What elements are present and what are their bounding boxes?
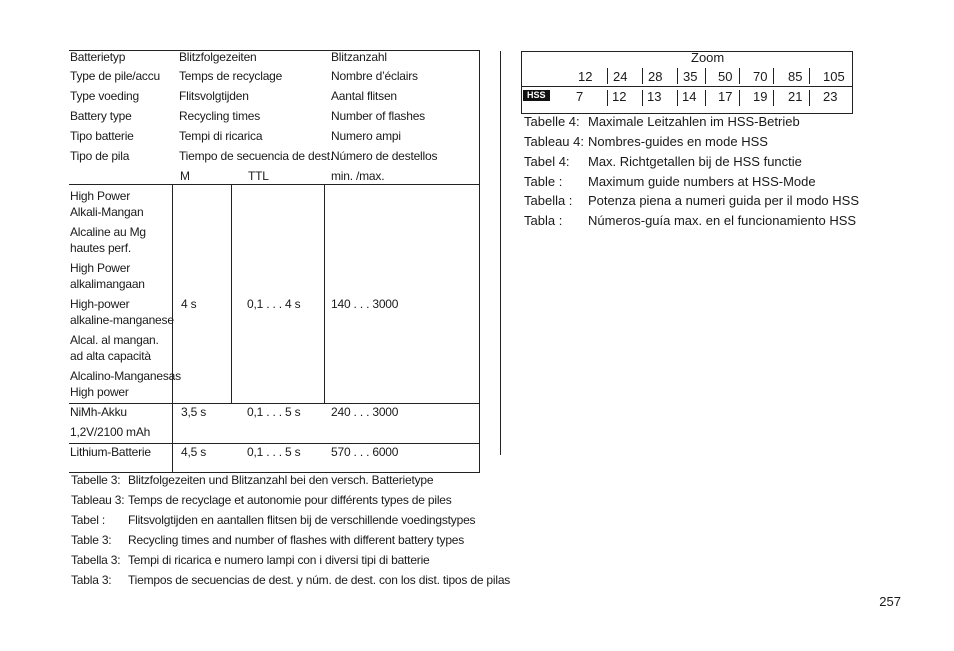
cell-divider bbox=[739, 90, 740, 106]
cell-divider bbox=[705, 68, 706, 84]
row-divider bbox=[69, 403, 480, 404]
zoom-value: 50 bbox=[718, 69, 733, 84]
cell-divider bbox=[642, 90, 643, 106]
row-alkaline-m: 4 s bbox=[181, 297, 197, 311]
header-minmax: min. /max. bbox=[331, 169, 385, 183]
header-battery-type-de: Batterietyp bbox=[70, 50, 126, 64]
zoom-value: 28 bbox=[648, 69, 663, 84]
row-lithium-type: Lithium-Batterie bbox=[70, 445, 151, 459]
cell-divider bbox=[607, 68, 608, 84]
header-recycling-de: Blitzfolgezeiten bbox=[179, 50, 257, 64]
caption-text: Flitsvolgtijden en aantallen flitsen bij de verschillende voedingstypes bbox=[128, 513, 476, 527]
cell-divider bbox=[773, 90, 774, 106]
caption-text: Maximum guide numbers at HSS-Mode bbox=[588, 174, 816, 189]
caption-text: Nombres-guides en mode HSS bbox=[588, 134, 768, 149]
caption-text: Tempi di ricarica e numero lampi con i diversi tipi di batterie bbox=[128, 553, 430, 567]
header-recycling-nl: Flitsvolgtijden bbox=[179, 89, 249, 103]
caption-prefix: Tabelle 3: bbox=[71, 473, 121, 487]
column-divider bbox=[172, 184, 173, 472]
caption-text: Números-guía max. en el funcionamiento HSS bbox=[588, 213, 857, 228]
battery-table bbox=[69, 50, 481, 473]
row-nimh-ttl: 0,1 . . . 5 s bbox=[247, 405, 301, 419]
caption-prefix: Tableau 4: bbox=[524, 134, 584, 149]
row-alkaline-type: ad alta capacità bbox=[70, 349, 151, 363]
row-alkaline-type: hautes perf. bbox=[70, 241, 131, 255]
zoom-value: 70 bbox=[753, 69, 768, 84]
zoom-value: 85 bbox=[788, 69, 803, 84]
header-flashes-it: Numero ampi bbox=[331, 129, 401, 143]
caption-prefix: Table 3: bbox=[71, 533, 112, 547]
caption-prefix: Table : bbox=[524, 174, 563, 189]
row-alkaline-type: Alcal. al mangan. bbox=[70, 333, 159, 347]
column-divider bbox=[324, 184, 325, 404]
cell-divider bbox=[809, 68, 810, 84]
hss-value: 13 bbox=[647, 89, 662, 104]
zoom-value: 24 bbox=[613, 69, 628, 84]
header-battery-type-it: Tipo batterie bbox=[70, 129, 134, 143]
caption-prefix: Tabella : bbox=[524, 193, 573, 208]
caption-prefix: Tabla : bbox=[524, 213, 563, 228]
caption-prefix: Tabelle 4: bbox=[524, 114, 580, 129]
caption-text: Tiempos de secuencias de dest. y núm. de dest. con los dist. tipos de pilas bbox=[128, 573, 511, 587]
header-battery-type-nl: Type voeding bbox=[70, 89, 139, 103]
row-alkaline-type: High power bbox=[70, 385, 129, 399]
column-divider bbox=[231, 184, 232, 404]
row-lithium-flashes: 570 . . . 6000 bbox=[331, 445, 399, 459]
header-flashes-es: Número de destellos bbox=[331, 149, 438, 163]
row-divider bbox=[69, 443, 480, 444]
header-recycling-fr: Temps de recyclage bbox=[179, 69, 283, 83]
caption-text: Blitzfolgezeiten und Blitzanzahl bei den versch. Batterietype bbox=[128, 473, 434, 487]
hss-value: 21 bbox=[788, 89, 803, 104]
header-recycling-es: Tiempo de secuencia de dest. bbox=[179, 149, 334, 163]
header-flashes-de: Blitzanzahl bbox=[331, 50, 387, 64]
header-flashes-nl: Aantal flitsen bbox=[331, 89, 397, 103]
header-recycling-en: Recycling times bbox=[179, 109, 261, 123]
header-battery-type-es: Tipo de pila bbox=[70, 149, 130, 163]
row-alkaline-type: alkaline-manganese bbox=[70, 313, 174, 327]
cell-divider bbox=[677, 90, 678, 106]
caption-prefix: Tabel 4: bbox=[524, 154, 570, 169]
hss-value: 19 bbox=[753, 89, 768, 104]
hss-value: 7 bbox=[576, 89, 584, 104]
hss-guide-number-table bbox=[521, 51, 853, 114]
header-ttl: TTL bbox=[248, 169, 269, 183]
hss-label: HSS bbox=[523, 90, 550, 101]
row-nimh-type: NiMh-Akku bbox=[70, 405, 127, 419]
row-lithium-m: 4,5 s bbox=[181, 445, 207, 459]
zoom-label: Zoom bbox=[691, 50, 725, 65]
caption-text: Temps de recyclage et autonomie pour différents types de piles bbox=[128, 493, 452, 507]
row-alkaline-type: Alcalino-Manganesas bbox=[70, 369, 181, 383]
header-divider bbox=[69, 184, 480, 185]
cell-divider bbox=[739, 68, 740, 84]
header-flashes-fr: Nombre d’éclairs bbox=[331, 69, 418, 83]
row-alkaline-type: alkalimangaan bbox=[70, 277, 145, 291]
caption-text: Maximale Leitzahlen im HSS-Betrieb bbox=[588, 114, 800, 129]
zoom-value: 35 bbox=[683, 69, 698, 84]
row-alkaline-type: Alkali-Mangan bbox=[70, 205, 144, 219]
caption-prefix: Tabel : bbox=[71, 513, 105, 527]
caption-text: Potenza piena a numeri guida per il modo HSS bbox=[588, 193, 859, 208]
header-recycling-it: Tempi di ricarica bbox=[179, 129, 263, 143]
caption-text: Recycling times and number of flashes with different battery types bbox=[128, 533, 465, 547]
zoom-value: 12 bbox=[578, 69, 593, 84]
row-nimh-m: 3,5 s bbox=[181, 405, 207, 419]
row-alkaline-type: High Power bbox=[70, 261, 131, 275]
row-alkaline-ttl: 0,1 . . . 4 s bbox=[247, 297, 301, 311]
row-nimh-flashes: 240 . . . 3000 bbox=[331, 405, 399, 419]
caption-prefix: Tabla 3: bbox=[71, 573, 112, 587]
caption-text: Max. Richtgetallen bij de HSS functie bbox=[588, 154, 802, 169]
header-flashes-en: Number of flashes bbox=[331, 109, 425, 123]
zoom-value: 105 bbox=[823, 69, 845, 84]
row-alkaline-type: High Power bbox=[70, 189, 131, 203]
row-divider bbox=[522, 86, 852, 87]
header-m: M bbox=[180, 169, 190, 183]
row-alkaline-type: Alcaline au Mg bbox=[70, 225, 146, 239]
column-separator bbox=[500, 51, 501, 455]
page-number: 257 bbox=[879, 594, 901, 609]
row-nimh-type: 1,2V/2100 mAh bbox=[70, 425, 151, 439]
hss-value: 17 bbox=[718, 89, 733, 104]
header-battery-type-en: Battery type bbox=[70, 109, 132, 123]
row-alkaline-type: High-power bbox=[70, 297, 130, 311]
hss-value: 23 bbox=[823, 89, 838, 104]
cell-divider bbox=[677, 68, 678, 84]
hss-value: 14 bbox=[682, 89, 697, 104]
cell-divider bbox=[705, 90, 706, 106]
caption-prefix: Tabella 3: bbox=[71, 553, 121, 567]
row-alkaline-flashes: 140 . . . 3000 bbox=[331, 297, 399, 311]
cell-divider bbox=[809, 90, 810, 106]
header-battery-type-fr: Type de pile/accu bbox=[70, 69, 160, 83]
cell-divider bbox=[773, 68, 774, 84]
row-lithium-ttl: 0,1 . . . 5 s bbox=[247, 445, 301, 459]
cell-divider bbox=[642, 68, 643, 84]
caption-prefix: Tableau 3: bbox=[71, 493, 125, 507]
hss-value: 12 bbox=[612, 89, 627, 104]
cell-divider bbox=[607, 90, 608, 106]
